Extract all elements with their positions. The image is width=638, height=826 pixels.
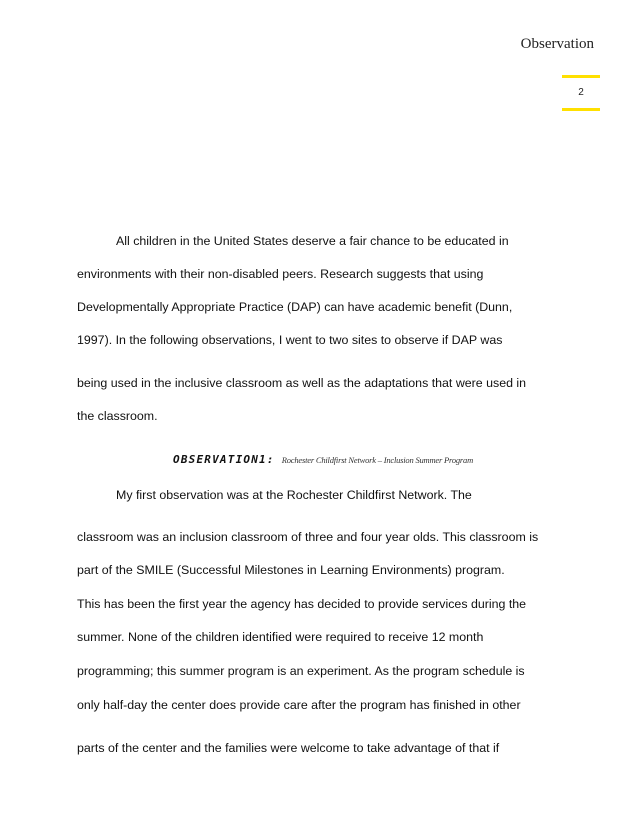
- header-rule-top: [562, 75, 600, 78]
- paragraph-line: 1997). In the following observations, I went to two sites to observe if DAP was: [77, 333, 503, 347]
- paragraph-line: All children in the United States deserve a fair chance to be educated in: [116, 234, 509, 248]
- paragraph-line: This has been the first year the agency has decided to provide services during the: [77, 597, 527, 611]
- section-heading-subtitle: Rochester Childfirst Network – Inclusion Summer Program: [281, 455, 474, 465]
- paragraph-line: summer. None of the children identified were required to receive 12 month: [77, 630, 484, 644]
- paragraph-line: My first observation was at the Rochester Childfirst Network. The: [116, 488, 472, 502]
- paragraph-line: classroom was an inclusion classroom of three and four year olds. This classroom is: [77, 530, 539, 544]
- paragraph-line: Developmentally Appropriate Practice (DAP) can have academic benefit (Dunn,: [77, 300, 513, 314]
- paragraph-line: parts of the center and the families were welcome to take advantage of that if: [77, 741, 500, 755]
- paragraph-line: part of the SMILE (Successful Milestones in Learning Environments) program.: [77, 563, 505, 577]
- header-rule-bottom: [562, 108, 600, 111]
- paragraph-line: the classroom.: [77, 409, 158, 423]
- paragraph-line: programming; this summer program is an experiment. As the program schedule is: [77, 664, 525, 678]
- header-title: Observation: [520, 36, 594, 52]
- page-number: 2: [578, 87, 584, 98]
- paragraph-line: only half-day the center does provide care after the program has finished in other: [77, 698, 521, 712]
- paragraph-line: environments with their non-disabled peers. Research suggests that using: [77, 267, 484, 281]
- section-heading: [173, 452, 473, 468]
- paragraph-line: being used in the inclusive classroom as well as the adaptations that were used in: [77, 376, 527, 390]
- section-heading-label: OBSERVATION1:: [173, 453, 275, 466]
